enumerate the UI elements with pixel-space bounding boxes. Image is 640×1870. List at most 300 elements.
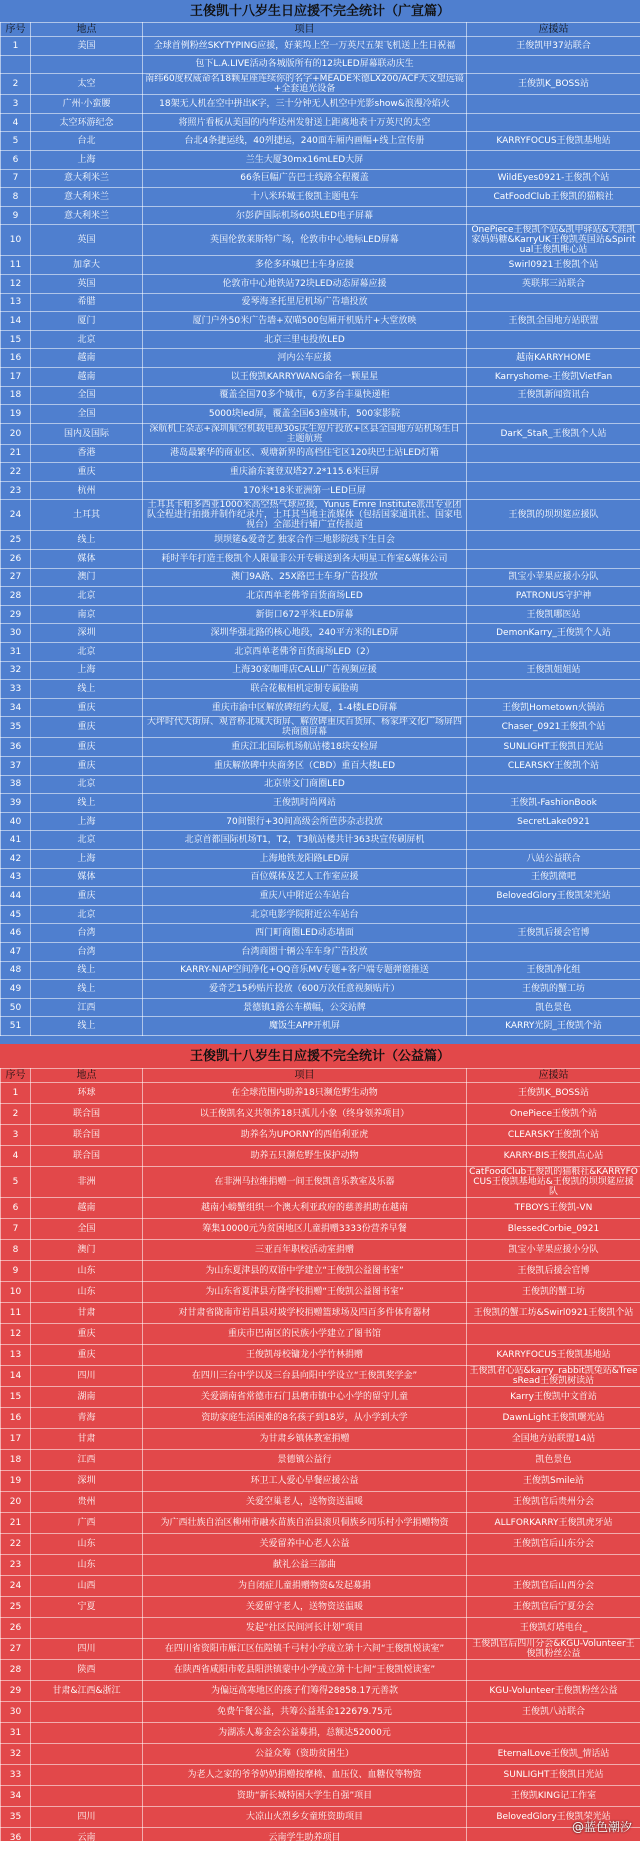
row-station [467,1324,640,1345]
row-station [467,444,640,463]
table-row [1,1534,640,1555]
row-project: 资助家庭生活困难的8名孩子到18岁，从小学到大学 [143,1408,467,1429]
row-station: 八站公益联合 [467,849,640,868]
row-project: 台北4条捷运线，40列捷运，240面车厢内画幅+线上宣传册 [143,132,467,151]
row-station: 王俊凯全国地方站联盟 [467,312,640,331]
row-station [467,905,640,924]
row-index: 7 [1,1219,31,1240]
row-station [467,531,640,550]
row-location: 广西 [31,1513,143,1534]
row-station: KGU-Volunteer王俊凯粉丝公益 [467,1681,640,1702]
row-index: 19 [1,405,31,424]
row-location: 上海 [31,661,143,680]
row-location: 意大利米兰 [31,206,143,225]
row-project: 重庆江北国际机场航站楼18块安检屏 [143,738,467,757]
row-location: 台湾 [31,942,143,961]
header-station: 应援站 [467,23,640,37]
row-index: 15 [1,330,31,349]
row-index: 14 [1,312,31,331]
table-row [1,206,640,225]
row-station: 王俊凯官后四川分会&KGU-Volunteer王俊凯粉丝公益 [467,1639,640,1660]
row-location: 湖南 [31,1387,143,1408]
row-index [1,55,31,74]
row-project: 关爱留守老人，送物资送温暖 [143,1597,467,1618]
table-row [1,1471,640,1492]
row-location [31,1744,143,1765]
table-row [1,1597,640,1618]
row-project: KARRY-NIAP空间净化+QQ音乐MV专题+客户端专题弹窗推送 [143,961,467,980]
row-project: 土耳其卡帕多西亚1000米高空热气球应援，Yunus Emre Institute派出专业团队全程进行拍摄并制作纪录片，土耳其当地主流媒体（包括国家通讯社、国家电视台）全部进行辅广宣传报道 [143,500,467,531]
row-project: 在四川三台中学以及三台县向阳中学设立“王俊凯奖学金” [143,1366,467,1387]
row-project: 66条巨幅广告巴士线路全程覆盖 [143,169,467,188]
row-project: 重庆八中附近公车站台 [143,887,467,906]
table-row [1,1513,640,1534]
row-project: 筹集10000元为贫困地区儿童捐赠3333份营养早餐 [143,1219,467,1240]
row-location: 美国 [31,37,143,56]
row-station: DemonKarry_王俊凯个人站 [467,624,640,643]
row-project: 厦门户外50米广告墙+双喵500包厢开机贴片+大堂放映 [143,312,467,331]
row-station: 王俊凯净化组 [467,961,640,980]
row-index: 36 [1,1828,31,1849]
row-project: 南纬60度权威命名18颗星座连续你的名字+MEADE米德LX200/ACF天文望远镜+全套追光设备 [143,74,467,95]
table-row [1,717,640,738]
table-row [1,225,640,256]
row-station: DawnLight王俊凯曙光站 [467,1408,640,1429]
row-project: 为自闭症儿童捐赠物资&发起募捐 [143,1576,467,1597]
row-project: 北京首都国际机场T1，T2，T3航站楼共计363块宣传刷屏机 [143,831,467,850]
row-index: 1 [1,37,31,56]
row-station: 王俊凯KING记工作室 [467,1786,640,1807]
row-location: 甘肃 [31,1429,143,1450]
table-row [1,481,640,500]
row-project: 港岛最繁华的商业区、观塘新界的高档住宅区120块巴士站LED灯箱 [143,444,467,463]
row-project: 助养名为UPORNY的西伯利亚虎 [143,1125,467,1146]
row-location [31,1786,143,1807]
row-station: 王俊凯-FashionBook [467,794,640,813]
row-index: 13 [1,293,31,312]
row-index: 31 [1,1723,31,1744]
table-row [1,1125,640,1146]
table-row [1,386,640,405]
table-row [1,794,640,813]
row-station: CLEARSKY王俊凯个站 [467,757,640,776]
row-station: 王俊凯哪医站 [467,605,640,624]
row-index: 5 [1,1167,31,1198]
charity-title: 王俊凯十八岁生日应援不完全统计（公益篇） [0,1048,640,1066]
row-index: 22 [1,1534,31,1555]
row-station: 王俊凯君心站&karry_rabbit凯兔站&TreesRead王俊凯树读站 [467,1366,640,1387]
row-location [31,1702,143,1723]
table-row [1,1429,640,1450]
row-index: 40 [1,812,31,831]
row-station [467,330,640,349]
row-station: EternalLove王俊凯_情话站 [467,1744,640,1765]
table-row [1,1849,640,1870]
row-station: Chaser_0921王俊凯个站 [467,717,640,738]
table-row [1,1723,640,1744]
row-station: 王俊凯新闻资讯台 [467,386,640,405]
row-station: PATRONUS守护神 [467,587,640,606]
row-index: 39 [1,794,31,813]
row-station: 王俊凯灯塔电台_ [467,1618,640,1639]
table-row [1,1240,640,1261]
row-location: 杭州 [31,481,143,500]
row-project: 重庆市巴南区的民族小学建立了图书馆 [143,1324,467,1345]
row-project: 北京电影学院附近公车站台 [143,905,467,924]
row-project: 多伦多环城巴士车身应援 [143,256,467,275]
row-index: 31 [1,643,31,662]
row-station [467,95,640,114]
row-project: 包下L.A.LIVE活动各城版所有的12块LED屏幕联动庆生 [143,55,467,74]
row-location: 英国 [31,225,143,256]
table-row [1,698,640,717]
row-project: 重庆市渝中区解放碑纽约大厦，1-4楼LED屏幕 [143,698,467,717]
row-location: 山东 [31,1534,143,1555]
row-station: KARRY-BIS王俊凯点心站 [467,1146,640,1167]
row-project: 西门町商圈LED动态墙面 [143,924,467,943]
row-station: KARRYFOCUS王俊凯基地站 [467,132,640,151]
row-station: CatFoodClub王俊凯的猫粮社&KARRYFOCUS王俊凯基地站&王俊凯的坝坝筵应援队 [467,1167,640,1198]
table-row [1,1702,640,1723]
row-station: DarK_StaR_王俊凯个人站 [467,423,640,444]
table-row [1,961,640,980]
table-row [1,812,640,831]
row-project: 王俊凯母校镛龙小学竹林捐赠 [143,1345,467,1366]
row-project: 北京西单老佛爷百货商场LED [143,587,467,606]
row-project: 发起“社区民间河长计划”项目 [143,1618,467,1639]
row-location: 云南 [31,1828,143,1849]
row-index: 25 [1,1597,31,1618]
header-location: 地点 [31,1069,143,1083]
table-row [1,849,640,868]
row-project: 为老人之家的爷爷奶奶捐赠按摩椅、血压仪、血糖仪等物资 [143,1765,467,1786]
table-row [1,1681,640,1702]
row-project: 魔饭生APP开机屏 [143,1017,467,1036]
row-project: 70间银行+30间高级会所芭莎杂志投放 [143,812,467,831]
table-row [1,1450,640,1471]
row-station: 王俊凯微吧 [467,868,640,887]
row-station: 王俊凯官后山西分会 [467,1576,640,1597]
row-index: 36 [1,738,31,757]
row-location: 上海 [31,150,143,169]
row-location: 山西 [31,1576,143,1597]
row-location: 澳门 [31,1240,143,1261]
row-project: 深圳华强北路的核心地段，240平方米的LED屏 [143,624,467,643]
row-station: 王俊凯的坝坝筵应援队 [467,500,640,531]
row-location: 线上 [31,980,143,999]
row-index: 8 [1,188,31,207]
row-location: 越南 [31,1198,143,1219]
table-row [1,1017,640,1036]
table-row [1,37,640,56]
row-index: 15 [1,1387,31,1408]
row-station: 王俊凯的蟹工坊 [467,1282,640,1303]
table-row [1,349,640,368]
row-project: 献礼公益三部曲 [143,1555,467,1576]
row-project: 十八米环城王俊凯主题电车 [143,188,467,207]
table-row [1,1146,640,1167]
row-project: 为广西壮族自治区柳州市融水苗族自治县滚贝侗族乡同乐村小学捐赠物资 [143,1513,467,1534]
row-location: 媒体 [31,868,143,887]
row-station [467,1555,640,1576]
row-project: 以王俊凯KARRYWANG命名一颗星星 [143,367,467,386]
table-row [1,1261,640,1282]
row-station: 王俊凯K_BOSS站 [467,1083,640,1104]
table-row [1,132,640,151]
row-station: 王俊凯甲37站联合 [467,37,640,56]
row-station: 王俊凯姐姐站 [467,661,640,680]
table-row [1,423,640,444]
table-header-row [1,23,640,37]
row-location: 山东 [31,1261,143,1282]
table-row [1,775,640,794]
row-location: 厦门 [31,312,143,331]
row-index: 2 [1,74,31,95]
row-project: 上海地铁龙阳路LED屏 [143,849,467,868]
row-index: 28 [1,1660,31,1681]
row-location: 四川 [31,1639,143,1660]
row-index: 34 [1,698,31,717]
table-row [1,624,640,643]
table-row [1,1828,640,1849]
table-row [1,256,640,275]
row-project: 重庆解放碑中央商务区（CBD）重百大楼LED [143,757,467,776]
row-location: 南京 [31,605,143,624]
row-location: 上海 [31,812,143,831]
row-station: SecretLake0921 [467,812,640,831]
row-station: Swirl0921王俊凯个站 [467,256,640,275]
row-project: 联合花椒相机定制专属脸萌 [143,680,467,699]
row-location: 英国 [31,274,143,293]
row-index: 24 [1,1576,31,1597]
row-location: 北京 [31,905,143,924]
row-project: 大凉山火烈乡女童班资助项目 [143,1807,467,1828]
row-index: 5 [1,132,31,151]
row-station: 王俊凯K_BOSS站 [467,74,640,95]
row-index: 3 [1,95,31,114]
row-station [467,113,640,132]
table-row [1,274,640,293]
row-station: 凯宝小苹果应援小分队 [467,1240,640,1261]
row-index: 3 [1,1125,31,1146]
row-station [467,831,640,850]
row-station: 凯宝小苹果应援小分队 [467,568,640,587]
row-index: 18 [1,1450,31,1471]
row-location: 太空 [31,74,143,95]
row-location: 意大利米兰 [31,169,143,188]
row-location: 四川 [31,1366,143,1387]
row-station: 王俊凯的蟹工坊&Swirl0921王俊凯个站 [467,1303,640,1324]
row-index: 12 [1,274,31,293]
watermark: @蓝色潮汐 [572,1818,632,1835]
row-location: 全国 [31,386,143,405]
table-row [1,1324,640,1345]
row-location: 联合国 [31,1104,143,1125]
table-row [1,1345,640,1366]
row-index: 41 [1,831,31,850]
row-index: 33 [1,1765,31,1786]
row-index: 27 [1,1639,31,1660]
table-row [1,1104,640,1125]
row-station [467,775,640,794]
table-row [1,887,640,906]
row-project: 覆盖全国70多个城市，6万多台丰巢快递柜 [143,386,467,405]
row-project: 170米*18米亚洲第一LED巨屏 [143,481,467,500]
table-row [1,1198,640,1219]
row-project: 王俊凯时尚网站 [143,794,467,813]
table-row [1,1408,640,1429]
row-project: 在四川省资阳市雁江区伍隍镇千弓村小学成立第十六间“王俊凯悦读室” [143,1639,467,1660]
table-row [1,55,640,74]
row-project: 重庆渝东寰登双塔27.2*115.6米巨屏 [143,463,467,482]
row-index: 47 [1,942,31,961]
row-index: 17 [1,367,31,386]
row-location: 线上 [31,531,143,550]
row-location [31,55,143,74]
row-project: 上海30家咖啡店CALLI广告视频应援 [143,661,467,680]
row-index: 7 [1,169,31,188]
row-index: 1 [1,1083,31,1104]
row-station: ALLFORKARRY王俊凯虎牙站 [467,1513,640,1534]
row-station: Blau… [467,1849,640,1870]
row-station: 王俊凯官后山东分会 [467,1534,640,1555]
row-station: 王俊凯八站联合 [467,1702,640,1723]
row-index: 10 [1,1282,31,1303]
row-location: 北京 [31,643,143,662]
row-project: 5000块led屏，覆盖全国63座城市，500家影院 [143,405,467,424]
row-location: 贵州 [31,1492,143,1513]
row-station: SUNLIGHT王俊凯日光站 [467,738,640,757]
row-station [467,1723,640,1744]
row-location: 广州·小蛮腰 [31,95,143,114]
row-location: 线上 [31,961,143,980]
row-project: 在全球范围内助养18只濒危野生动物 [143,1083,467,1104]
row-index: 4 [1,1146,31,1167]
row-index: 42 [1,849,31,868]
row-station [467,405,640,424]
row-index: 11 [1,256,31,275]
row-index: 16 [1,349,31,368]
row-location: 四川 [31,1807,143,1828]
row-project: 云南学生助养项目 [143,1828,467,1849]
table-row [1,568,640,587]
table-row [1,312,640,331]
row-index: 23 [1,1555,31,1576]
table-row [1,1786,640,1807]
row-location: 深圳 [31,1471,143,1492]
row-location: 青海 [31,1408,143,1429]
row-project: 兰生大厦30mx16mLED大屏 [143,150,467,169]
row-index: 38 [1,775,31,794]
row-station [467,1660,640,1681]
table-row [1,605,640,624]
table-row [1,550,640,569]
row-project: 全球首例粉丝SKYTYPING应援，好莱坞上空一万英尺五架飞机送上生日祝福 [143,37,467,56]
row-project: 河内公车应援 [143,349,467,368]
row-station: 全国地方站联盟14站 [467,1429,640,1450]
row-location [31,1723,143,1744]
row-index: 25 [1,531,31,550]
row-station: Karry王俊凯中文首站 [467,1387,640,1408]
row-location: 国内及国际 [31,423,143,444]
table-row [1,587,640,606]
row-index: 18 [1,386,31,405]
row-location: 太空环游纪念 [31,113,143,132]
row-station [467,550,640,569]
row-index: 37 [1,757,31,776]
row-index: 8 [1,1240,31,1261]
row-index: 13 [1,1345,31,1366]
row-index: 33 [1,680,31,699]
table-row [1,330,640,349]
row-location: 深圳 [31,624,143,643]
row-index: 10 [1,225,31,256]
row-index: 9 [1,1261,31,1282]
row-project: 为湖冻人募金会公益募捐，总额达52000元 [143,1723,467,1744]
row-location: 重庆 [31,463,143,482]
row-index: 9 [1,206,31,225]
row-index: 32 [1,1744,31,1765]
row-index: 2 [1,1104,31,1125]
row-location: 江西 [31,998,143,1017]
row-project: 伦敦市中心地铁站72块LED动态屏幕应援 [143,274,467,293]
row-project: 尔彭萨国际机场60块LED电子屏幕 [143,206,467,225]
table-row [1,942,640,961]
header-station: 应援站 [467,1069,640,1083]
row-station: BlessedCorbie_0921 [467,1219,640,1240]
row-location: 非洲 [31,1167,143,1198]
row-index: 20 [1,1492,31,1513]
table-row [1,1366,640,1387]
row-project: 英国伦敦莱斯特广场，伦敦市中心地标LED屏幕 [143,225,467,256]
table-row [1,169,640,188]
row-index: 28 [1,587,31,606]
table-row [1,1660,640,1681]
row-station [467,150,640,169]
table-row [1,1492,640,1513]
row-project: 关爱留养中心老人公益 [143,1534,467,1555]
row-location: 重庆 [31,1324,143,1345]
table-row [1,1083,640,1104]
row-project: 耗时半年打造王俊凯个人限量非公开专辑送到各大明星工作室&媒体公司 [143,550,467,569]
row-location: 山东 [31,1282,143,1303]
table-row [1,150,640,169]
row-index: 16 [1,1408,31,1429]
row-station: SUNLIGHT王俊凯日光站 [467,1765,640,1786]
row-index: 17 [1,1429,31,1450]
row-location: 加拿大 [31,256,143,275]
row-location: 重庆 [31,1345,143,1366]
row-station: BelovedGlory王俊凯荣光站 [467,887,640,906]
table-row [1,1576,640,1597]
row-index: 48 [1,961,31,980]
table-row [1,661,640,680]
table-row [1,1555,640,1576]
row-location: 澳门 [31,568,143,587]
row-location: 希腊 [31,293,143,312]
advertising-title: 王俊凯十八岁生日应援不完全统计（广宣篇） [0,3,640,21]
row-index: 45 [1,905,31,924]
row-project: 景德镇公益行 [143,1450,467,1471]
table-row [1,1282,640,1303]
table-row [1,1167,640,1198]
row-location: 陕西 [31,1660,143,1681]
table-row [1,1303,640,1324]
row-station: WildEyes0921-王俊凯个站 [467,169,640,188]
row-index: 26 [1,550,31,569]
row-project: 为偏远高寒地区的孩子们筹得28858.17元善款 [143,1681,467,1702]
row-index: 6 [1,150,31,169]
